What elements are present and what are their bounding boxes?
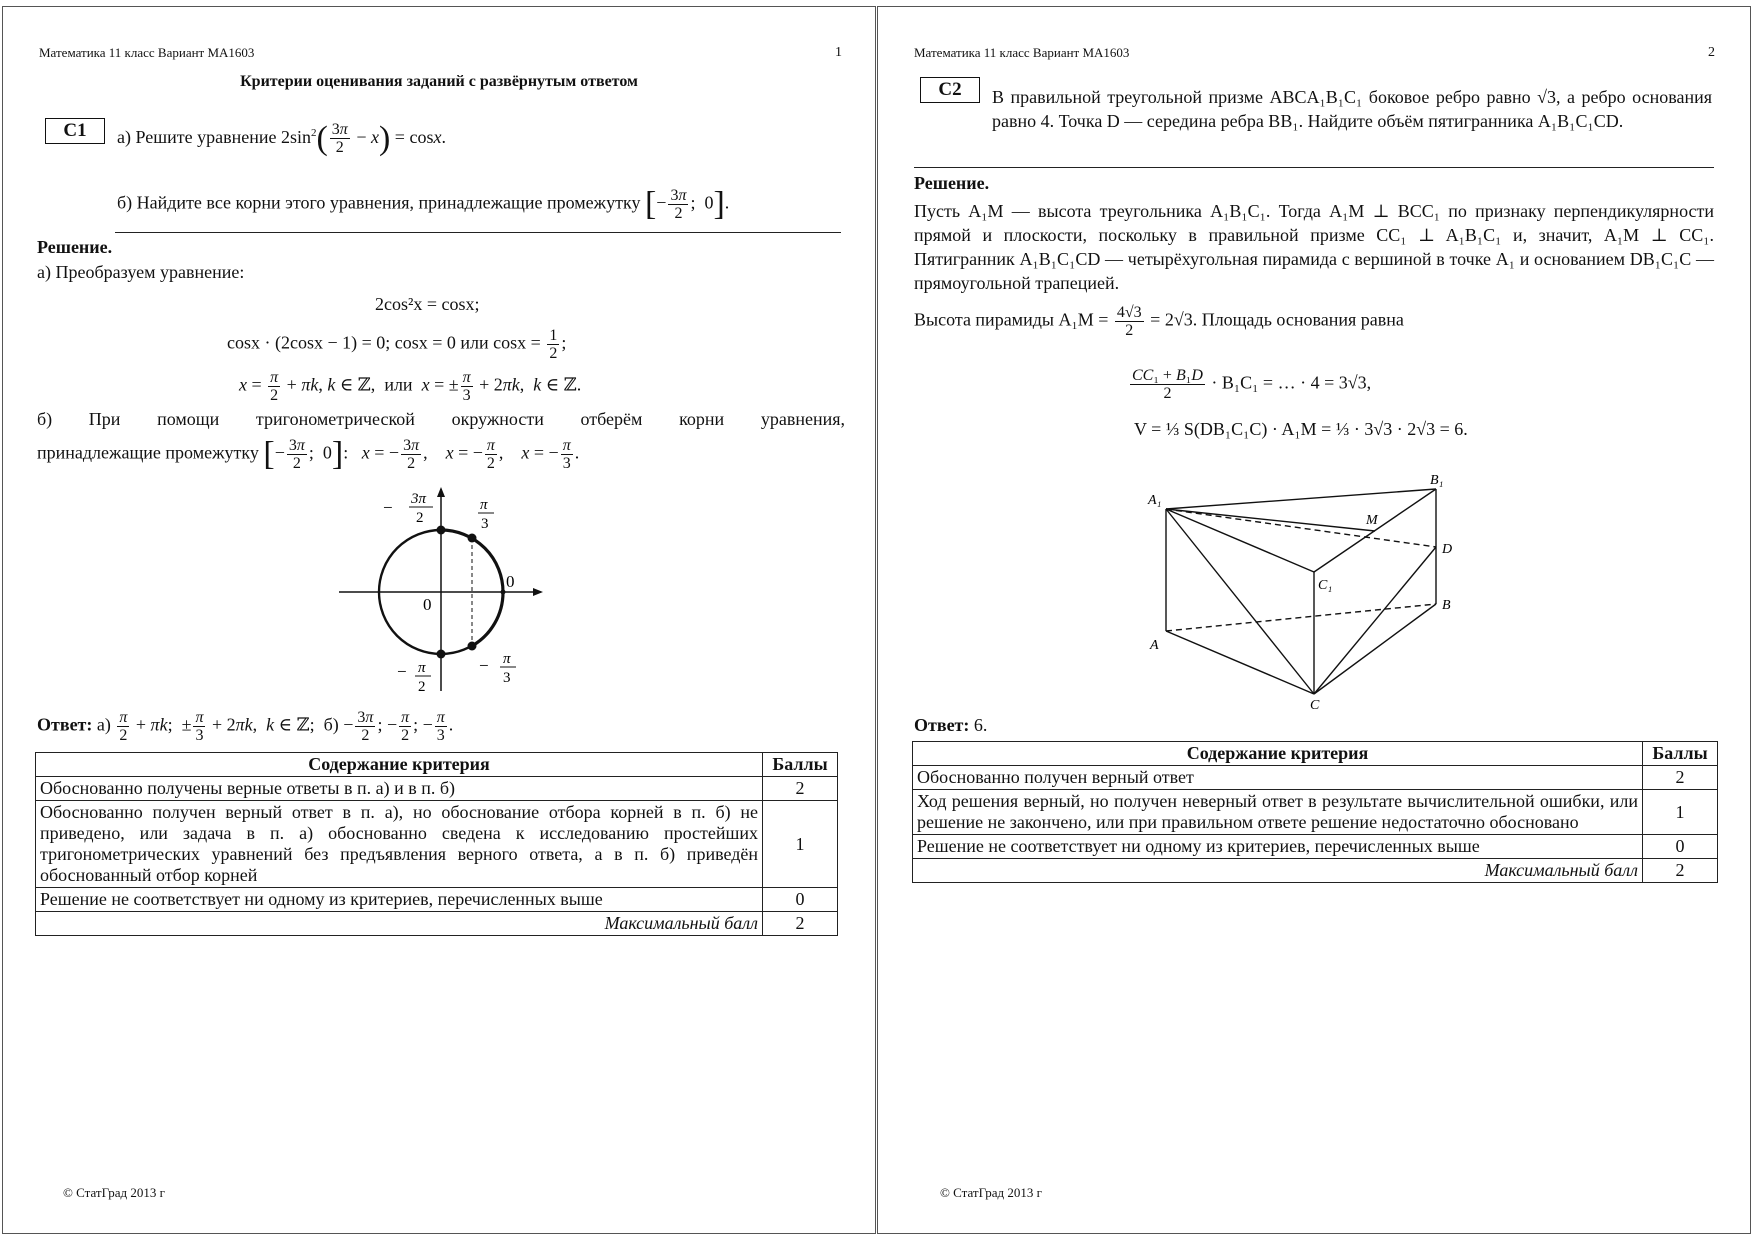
- table-header-row: [913, 742, 1718, 766]
- label-m: M: [1366, 513, 1378, 528]
- criteria-table-c2: [912, 741, 1718, 883]
- label-mpi3-num: π: [503, 651, 511, 667]
- criteria-text: Обоснованно получены верные ответы в п. а) и в п. б): [36, 777, 763, 801]
- page-2: [877, 6, 1751, 1234]
- height-line: Высота пирамиды A₁M = $\frac{4√3}{2}$ = 2√3. Площадь основания равна: [914, 304, 1404, 339]
- label-origin: 0: [423, 595, 432, 614]
- segment-a1-m: [1166, 509, 1375, 531]
- answer-a-label: а): [96, 714, 111, 735]
- criteria-points: 0: [763, 888, 838, 912]
- table-row: [36, 777, 838, 801]
- page-footer: © СтатГрад 2013 г: [940, 1185, 1042, 1200]
- criteria-text: Решение не соответствует ни одному из критериев, перечисленных выше: [913, 835, 1643, 859]
- x-axis-arrow: [533, 588, 543, 596]
- label-minus-sign-bottom: −: [397, 662, 407, 681]
- table-max-row: [913, 859, 1718, 883]
- point-top: [437, 526, 446, 535]
- point-minus-pi-3: [468, 642, 477, 651]
- label-mpi3-den: 3: [503, 670, 511, 686]
- edge-a-c: [1166, 631, 1314, 694]
- answer-label: Ответ:: [37, 714, 93, 735]
- point-pi-3: [468, 534, 477, 543]
- criteria-points: 1: [763, 801, 838, 888]
- criteria-points: 2: [763, 777, 838, 801]
- solution-label: Решение.: [37, 237, 113, 257]
- solution-a-intro: а) Преобразуем уравнение:: [37, 262, 245, 282]
- table-row: [913, 766, 1718, 790]
- y-axis-arrow: [437, 487, 445, 497]
- criteria-points: 1: [1643, 790, 1718, 835]
- label-minus-sign-top: −: [383, 498, 393, 517]
- table-header-row: [36, 753, 838, 777]
- page-header: Математика 11 класс Вариант МА1603: [39, 45, 255, 60]
- edge-a1-c1: [1166, 509, 1314, 572]
- task-label-c1: С1: [45, 118, 105, 144]
- answer-c1: Ответ: а) $\frac{\pi}{2}$ + πk; ± $\frac{\pi}{3}$ + 2πk, k ∈ ℤ; б) − $\frac{3\pi}{2}$ ; − $\frac{\pi}{2}$ ; − $\frac{\pi}{3}$ .: [37, 709, 454, 744]
- page-number: 1: [835, 45, 842, 60]
- task-a-suffix: = cos: [390, 127, 434, 147]
- table-row: [36, 801, 838, 888]
- label-b: B: [1442, 598, 1451, 613]
- label-pi3-num: π: [480, 497, 488, 513]
- task-a-prefix: а) Решите уравнение 2sin: [117, 127, 311, 147]
- max-score-value: 2: [763, 912, 838, 936]
- label-a1: A₁: [1148, 493, 1162, 508]
- height-suffix: = 2√3. Площадь основания равна: [1150, 309, 1404, 330]
- page-1: [2, 6, 876, 1234]
- label-d: D: [1442, 542, 1453, 557]
- col-criteria: Содержание критерия: [913, 742, 1643, 766]
- prism-figure: [1146, 469, 1476, 709]
- max-score-label: Максимальный балл: [36, 912, 763, 936]
- table-row: [36, 888, 838, 912]
- label-c: C: [1310, 698, 1320, 709]
- task-b: б) Найдите все корни этого уравнения, принадлежащие промежутку [− $\frac{3\pi}{2}$ ; 0].: [117, 185, 730, 223]
- criteria-text: Обоснованно получен верный ответ в п. а), но обоснование отбора корней в п. б) не приведено, или задача в п. а) обоснованно сведена к исследованию простейших тригонометрических уравнений без предъявления верного ответа, а в п. б) приведён обоснованный отбор корней: [36, 801, 763, 888]
- task-c2-text: В правильной треугольной призме ABCA₁B₁C₁ боковое ребро равно √3, а ребро основания равно 4. Точка D — середина ребра BB₁. Найдите объём пятигранника A₁B₁C₁CD.: [992, 87, 1712, 131]
- answer-value: 6.: [973, 715, 988, 735]
- label-3pi-den: 2: [416, 510, 424, 526]
- criteria-table-c1: [35, 752, 838, 936]
- table-row: [913, 790, 1718, 835]
- edge-a-b: [1166, 604, 1436, 631]
- volume-formula: V = ⅓ S(DB₁C₁C) · A₁M = ⅓ · 3√3 · 2√3 = 6.: [1134, 419, 1468, 439]
- divider: [914, 167, 1714, 168]
- area-formula: $\frac{\text{CC₁ + B₁D}}{2}$ · B₁C₁ = … · 4 = 3√3,: [1132, 367, 1372, 402]
- col-criteria: Содержание критерия: [36, 753, 763, 777]
- label-minus-sign-right: −: [479, 656, 489, 675]
- equation-3-or: или: [384, 374, 413, 395]
- page-number: 2: [1708, 45, 1715, 60]
- label-c1: C₁: [1318, 578, 1333, 593]
- criteria-text: Обоснованно получен верный ответ: [913, 766, 1643, 790]
- height-prefix: Высота пирамиды A₁M =: [914, 309, 1109, 330]
- criteria-text: Ход решения верный, но получен неверный ответ в результате вычислительной ошибки, или решение не закончено, или при правильном ответе решение недостаточно обосновано: [913, 790, 1643, 835]
- page-footer: © СтатГрад 2013 г: [63, 1185, 165, 1200]
- edge-a1-c: [1166, 509, 1314, 694]
- task-a: а) Решите уравнение $2\sin^2$( $\frac{3\pi}{2}$ − x) = cosx.: [117, 119, 446, 157]
- trig-circle-figure: [331, 485, 551, 699]
- label-3pi-num: 3π: [411, 491, 427, 507]
- criteria-points: 0: [1643, 835, 1718, 859]
- criteria-text: Решение не соответствует ни одному из критериев, перечисленных выше: [36, 888, 763, 912]
- divider: [115, 232, 841, 233]
- label-pi3-den: 3: [481, 516, 489, 532]
- answer-b-label: б): [323, 714, 339, 735]
- equation-2-left: cosx · (2cosx − 1) = 0; cosx = 0 или cosx =: [227, 332, 541, 353]
- max-score-label: Максимальный балл: [913, 859, 1643, 883]
- answer-label: Ответ:: [914, 715, 970, 735]
- edge-c-d: [1314, 547, 1436, 694]
- point-bottom: [437, 650, 446, 659]
- label-b1: B₁: [1430, 473, 1444, 488]
- label-pi2-num: π: [418, 660, 426, 676]
- answer-c2: [914, 713, 987, 737]
- equation-1: 2cos²x = cosx;: [375, 294, 480, 314]
- task-label-c2: С2: [920, 77, 980, 103]
- page-title: Критерии оценивания заданий с развёрнутым ответом: [240, 73, 638, 90]
- equation-3: x = $\frac{\pi}{2}$ + πk, k ∈ ℤ, или x = ± $\frac{\pi}{3}$ + 2πk, k ∈ ℤ.: [239, 369, 582, 404]
- solution-text: Пусть A₁M — высота треугольника A₁B₁C₁. Тогда A₁M ⊥ BCC₁ по признаку перпендикулярности прямой и плоскости, поскольку в правильной призме CC₁ ⊥ A₁B₁C₁ и, значит, A₁M ⊥ CC₁. Пятигранник A₁B₁C₁CD — четырёхугольная пирамида с вершиной в точке A₁ и основанием DB₁C₁C — прямоугольной трапецией.: [914, 201, 1714, 293]
- equation-2: cosx · (2cosx − 1) = 0; cosx = 0 или cosx = $\frac{1}{2}$ ;: [227, 327, 567, 362]
- segment-a1-d: [1166, 509, 1436, 547]
- area-formula-text: · B₁C₁ = … · 4 = 3√3,: [1211, 372, 1372, 393]
- label-pi2-den: 2: [418, 679, 426, 695]
- col-points: Баллы: [763, 753, 838, 777]
- max-score-value: 2: [1643, 859, 1718, 883]
- table-max-row: [36, 912, 838, 936]
- solution-label: Решение.: [914, 173, 990, 193]
- page-header: Математика 11 класс Вариант МА1603: [914, 45, 1130, 60]
- point-zero: [501, 590, 506, 595]
- col-points: Баллы: [1643, 742, 1718, 766]
- task-b-text: б) Найдите все корни этого уравнения, принадлежащие промежутку: [117, 192, 641, 213]
- solution-b-line2: принадлежащие промежутку [− $\frac{3\pi}{2}$ ; 0]: x = − $\frac{3\pi}{2}$ , x = − $\frac{\pi}{2}$ , x = − $\frac{\pi}{3}$ .: [37, 435, 580, 473]
- label-a: A: [1150, 638, 1159, 653]
- solution-b-line1: б) При помощи тригонометрической окружности отберём корни уравнения,: [37, 409, 845, 429]
- edge-a1-b1: [1166, 489, 1436, 509]
- label-zero-right: 0: [506, 572, 515, 591]
- solution-b-line2-text: принадлежащие промежутку: [37, 442, 259, 463]
- table-row: [913, 835, 1718, 859]
- criteria-points: 2: [1643, 766, 1718, 790]
- edge-c-b: [1314, 604, 1436, 694]
